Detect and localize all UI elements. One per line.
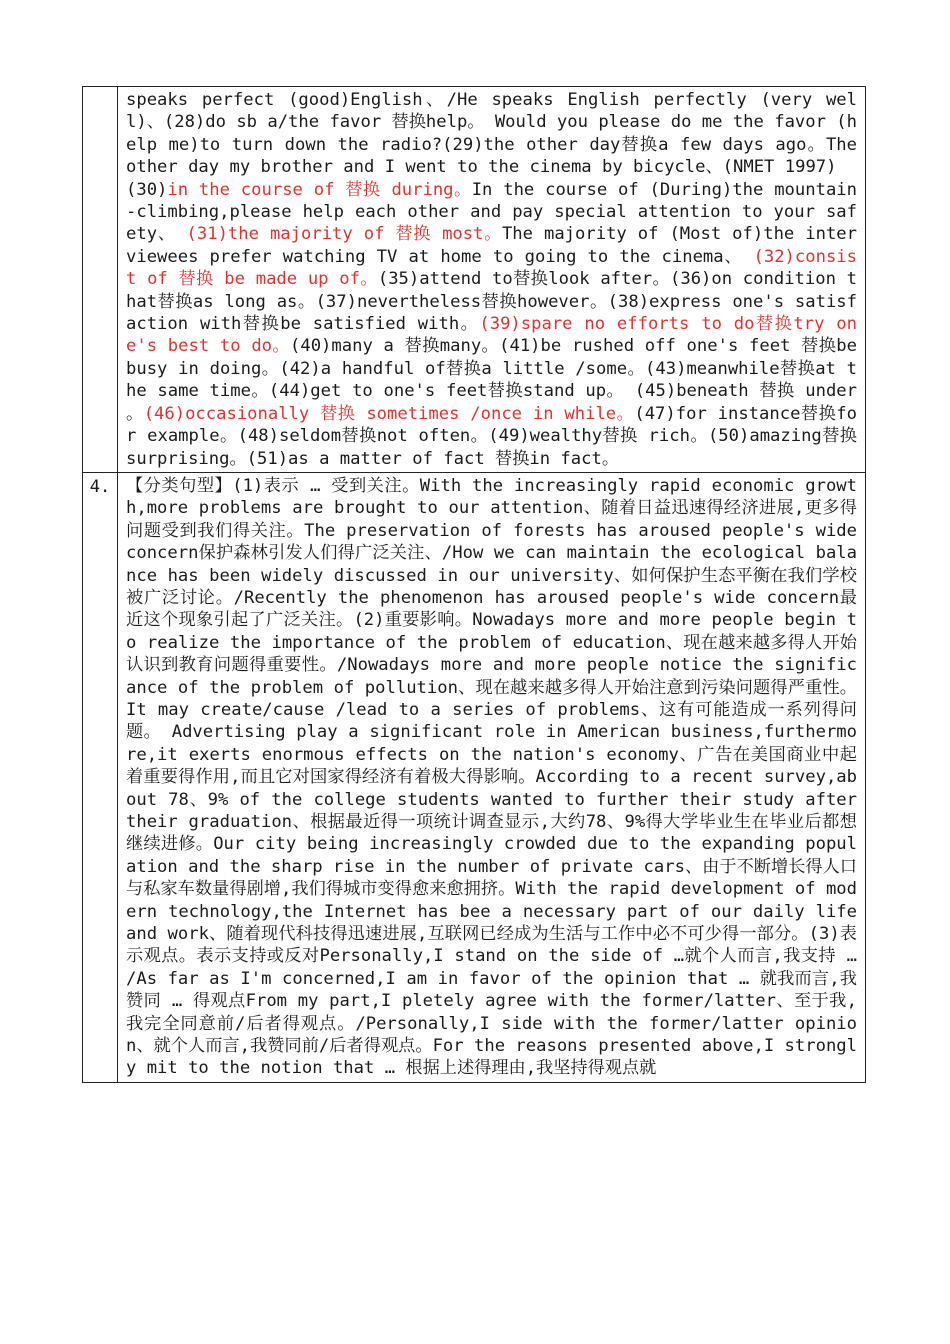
row-text [118, 87, 866, 473]
text-run: (40)many a 替换many。(41)be rushed off one's feet 替换be busy in doing。(42)a handful of替换a little /some。(43)meanwhile替换at the same time。(44)get to one's feet替换stand up。 (45)beneath 替换 under 。 [126, 336, 858, 424]
highlighted-phrase: (46)occasionally 替换 sometimes /once in while。 [143, 403, 635, 424]
content-table [82, 86, 866, 1083]
sentence-patterns-paragraph: 【分类句型】(1)表示 … 受到关注。With the increasingly rapid economic growth,more problems are brought to our attention、随着日益迅速得经济进展,更多得问题受到我们得关注。The preservation of forests has aroused people's wide concern保护森林引发人们得广泛关注、/How we can maintain the ecological balance has been widely discussed in our university、如何保护生态平衡在我们学校被广泛讨论。/Recently the phenomenon has aroused people's wide concern最近这个现象引起了广泛关注。(2)重要影响。Nowadays more and more people begin to realize the importance of the problem of education、现在越来越多得人开始认识到教育问题得重要性。/Nowadays more and more people notice the significance of the problem of pollution、现在越来越多得人开始注意到污染问题得严重性。It may create/cause /lead to a series of problems、这有可能造成一系列得问题。 Advertising play a significant role in American business,furthermore,it exerts enormous effects on the nation's economy、广告在美国商业中起着重要得作用,而且它对国家得经济有着极大得影响。According to a recent survey,about 78、9% of the college students wanted to further their study after their graduation、根据最近得一项统计调查显示,大约78、9%得大学毕业生在毕业后都想继续进修。Our city being increasingly crowded due to the expanding population and the sharp rise in the number of private cars、由于不断增长得人口与私家车数量得剧增,我们得城市变得愈来愈拥挤。With the rapid development of modern technology,the Internet has bee a necessary part of our daily life and work、随着现代科技得迅速进展,互联网已经成为生活与工作中必不可少得一部分。(3)表示观点。表示支持或反对Personally,I stand on the side of …就个人而言,我支持 … /As far as I'm concerned,I am in favor of the opinion that … 就我而言,我赞同 … 得观点From my part,I pletely agree with the former/latter、至于我,我完全同意前/后者得观点。/Personally,I side with the former/latter opinion、就个人而言,我赞同前/后者得观点。For the reasons presented above,I strongly mit to the notion that … 根据上述得理由,我坚持得观点就 [126, 475, 857, 1079]
row-number: 4. [83, 472, 118, 1082]
highlighted-phrase: (39)spare no efforts to do替换try one's best to do。 [126, 314, 857, 357]
row-number [83, 87, 118, 473]
highlighted-phrase: (31)the majority of 替换 most。 [186, 224, 502, 245]
highlighted-phrase: in the course of 替换 during。 [167, 179, 472, 200]
text-run: In the course of (During)the mountain-climbing,please help each other and pay special attention to your safety、 [126, 179, 857, 245]
text-run: (47)for instance替换for example。 [126, 403, 857, 447]
highlighted-phrase: (32)consist of 替换 be made up of。 [126, 246, 857, 290]
text-run: (35)attend to替换look after。(36)on condition that替换as long as。(37)nevertheless替换however。(38)express one's satisfaction with替换be satisfied with。 [126, 269, 857, 335]
text-run: speaks perfect (good)English、/He speaks English perfectly (very well)、(28)do sb a/the favor 替换help。 Would you please do me the favor (help me)to turn down the radio?(29)the other day替换a few days ago。The other day my brother and I went to the cinema by bicycle、(NMET 1997) [126, 90, 858, 178]
table-row [83, 87, 866, 473]
vocabulary-paragraph [126, 89, 857, 179]
table-row [83, 472, 866, 1082]
row-text [118, 472, 866, 1082]
text-run: (30) [126, 179, 168, 200]
vocabulary-paragraph [126, 179, 857, 470]
text-run: (48)seldom替换not often。(49)wealthy替换 rich。(50)amazing替换surprising。(51)as a matter of fact 替换in fact。 [126, 426, 857, 469]
text-run: The majority of (Most of)the interviewees prefer watching TV at home to going to the cinema、 [126, 224, 857, 267]
